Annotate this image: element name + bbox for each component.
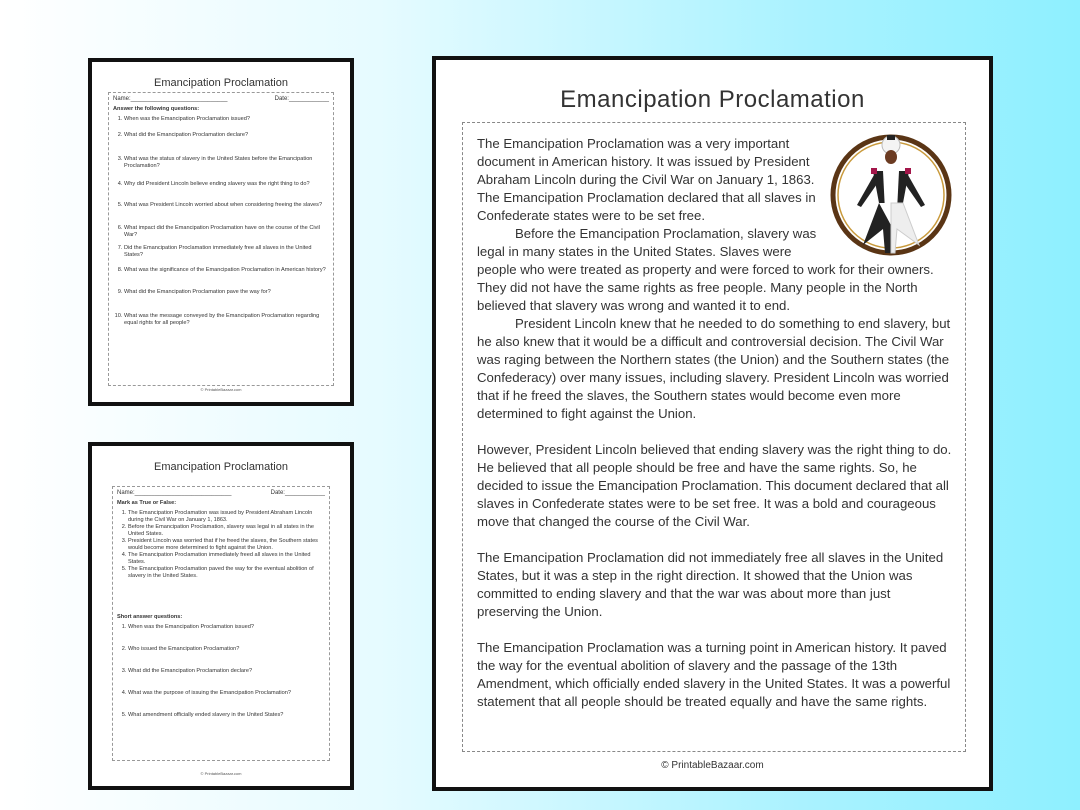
list-item: 4. What was the purpose of issuing the Emancipation Proclamation? [128,690,325,697]
list-item: 5. What amendment officially ended slavery in the United States? [128,712,325,719]
short-answer-heading: Short answer questions: [117,614,183,620]
list-item: 4. Why did President Lincoln believe ending slavery was the right thing to do? [124,181,329,188]
footer-copyright: © PrintableBazaar.com [661,760,764,771]
list-item: 9. What did the Emancipation Proclamation pave the way for? [124,289,329,296]
paragraph: However, President Lincoln believed that ending slavery was the right thing to do. He believed that all people should be free and have the same rights. So, he decided to issue the Emancipation Proclamation. This document declared that all slaves in Confederate states were to be set free. It was a bold and courageous move that changed the course of the Civil War. [477,442,952,529]
true-false-list [117,510,325,580]
list-item: 3. President Lincoln was worried that if he freed the slaves, the Southern states would become more determined to fight against the Union. [128,538,325,552]
worksheet-true-false-preview [88,442,354,790]
worksheet-title: Emancipation Proclamation [154,461,288,473]
question-list [113,116,329,327]
paragraph: The Emancipation Proclamation was a very important document in American history. It was issued by President Abraham Lincoln during the Civil War on January 1, 1863. The Emancipation Proclamation declared that all slaves in Confederate states were to be set free. [477,136,816,223]
worksheet-content-box [108,92,334,386]
list-item: 1. When was the Emancipation Proclamation issued? [124,116,329,123]
worksheet-content-box [112,486,330,761]
date-field: Date:____________ [270,490,325,496]
true-false-heading: Mark as True or False: [117,500,177,506]
list-item: 5. The Emancipation Proclamation paved the way for the eventual abolition of slavery in the United States. [128,566,325,580]
passage-box [462,122,966,752]
paragraph: Before the Emancipation Proclamation, slavery was legal in many states in the United States. Slaves were people who were treated as property and were forced to work for their owners. They did not have the same rights as free people. Many people in the North believed that slavery was wrong and wanted it to end. [477,226,934,313]
page-title: Emancipation Proclamation [560,86,865,113]
section-heading: Answer the following questions: [113,106,200,112]
paragraph: President Lincoln knew that he needed to do something to end slavery, but he also knew that it would be a difficult and controversial decision. The Civil War was raging between the Northern states (the Union) and the Southern states (the Confederacy) over many issues, including slavery. President Lincoln was worried that if he freed the slaves, the Southern states would become even more determined to fight against the Union. [477,316,951,421]
list-item: 2. Before the Emancipation Proclamation, slavery was legal in all states in the United States. [128,524,325,538]
illustration-woman-portrait-icon [827,133,955,257]
list-item: 4. The Emancipation Proclamation immediately freed all slaves in the United States. [128,552,325,566]
list-item: 3. What was the status of slavery in the United States before the Emancipation Proclamation? [124,156,329,170]
list-item: 1. The Emancipation Proclamation was issued by President Abraham Lincoln during the Civil War on January 1, 1863. [128,510,325,524]
list-item: 8. What was the significance of the Emancipation Proclamation in American history? [124,267,329,274]
list-item: 6. What impact did the Emancipation Proclamation have on the course of the Civil War? [124,225,329,239]
list-item: 5. What was President Lincoln worried about when considering freeing the slaves? [124,202,329,209]
list-item: 1. When was the Emancipation Proclamation issued? [128,624,325,631]
reading-passage-page [432,56,993,791]
footer-copyright: © PrintableBazaar.com [200,387,242,392]
footer-copyright: © PrintableBazaar.com [200,771,242,776]
list-item: 2. Who issued the Emancipation Proclamation? [128,646,325,653]
short-answer-list [117,624,325,719]
worksheet-title: Emancipation Proclamation [154,77,288,89]
list-item: 10. What was the message conveyed by the Emancipation Proclamation regarding equal rights for all people? [124,313,329,327]
date-field: Date:____________ [274,96,329,102]
worksheet-questions-preview [88,58,354,406]
name-field: Name:_____________________________ [117,490,232,496]
list-item: 2. What did the Emancipation Proclamation declare? [124,132,329,139]
paragraph: The Emancipation Proclamation was a turning point in American history. It paved the way for the eventual abolition of slavery and the passage of the 13th Amendment, which officially ended slavery in the United States. It was a powerful statement that all people should be treated equally and have the same rights. [477,640,951,709]
list-item: 7. Did the Emancipation Proclamation immediately free all slaves in the United States? [124,245,329,259]
list-item: 3. What did the Emancipation Proclamation declare? [128,668,325,675]
paragraph: The Emancipation Proclamation did not immediately free all slaves in the United States, but it was a step in the right direction. It showed that the Union was committed to ending slavery and that the war was about more than just preserving the Union. [477,550,944,619]
name-field: Name:_____________________________ [113,96,228,102]
